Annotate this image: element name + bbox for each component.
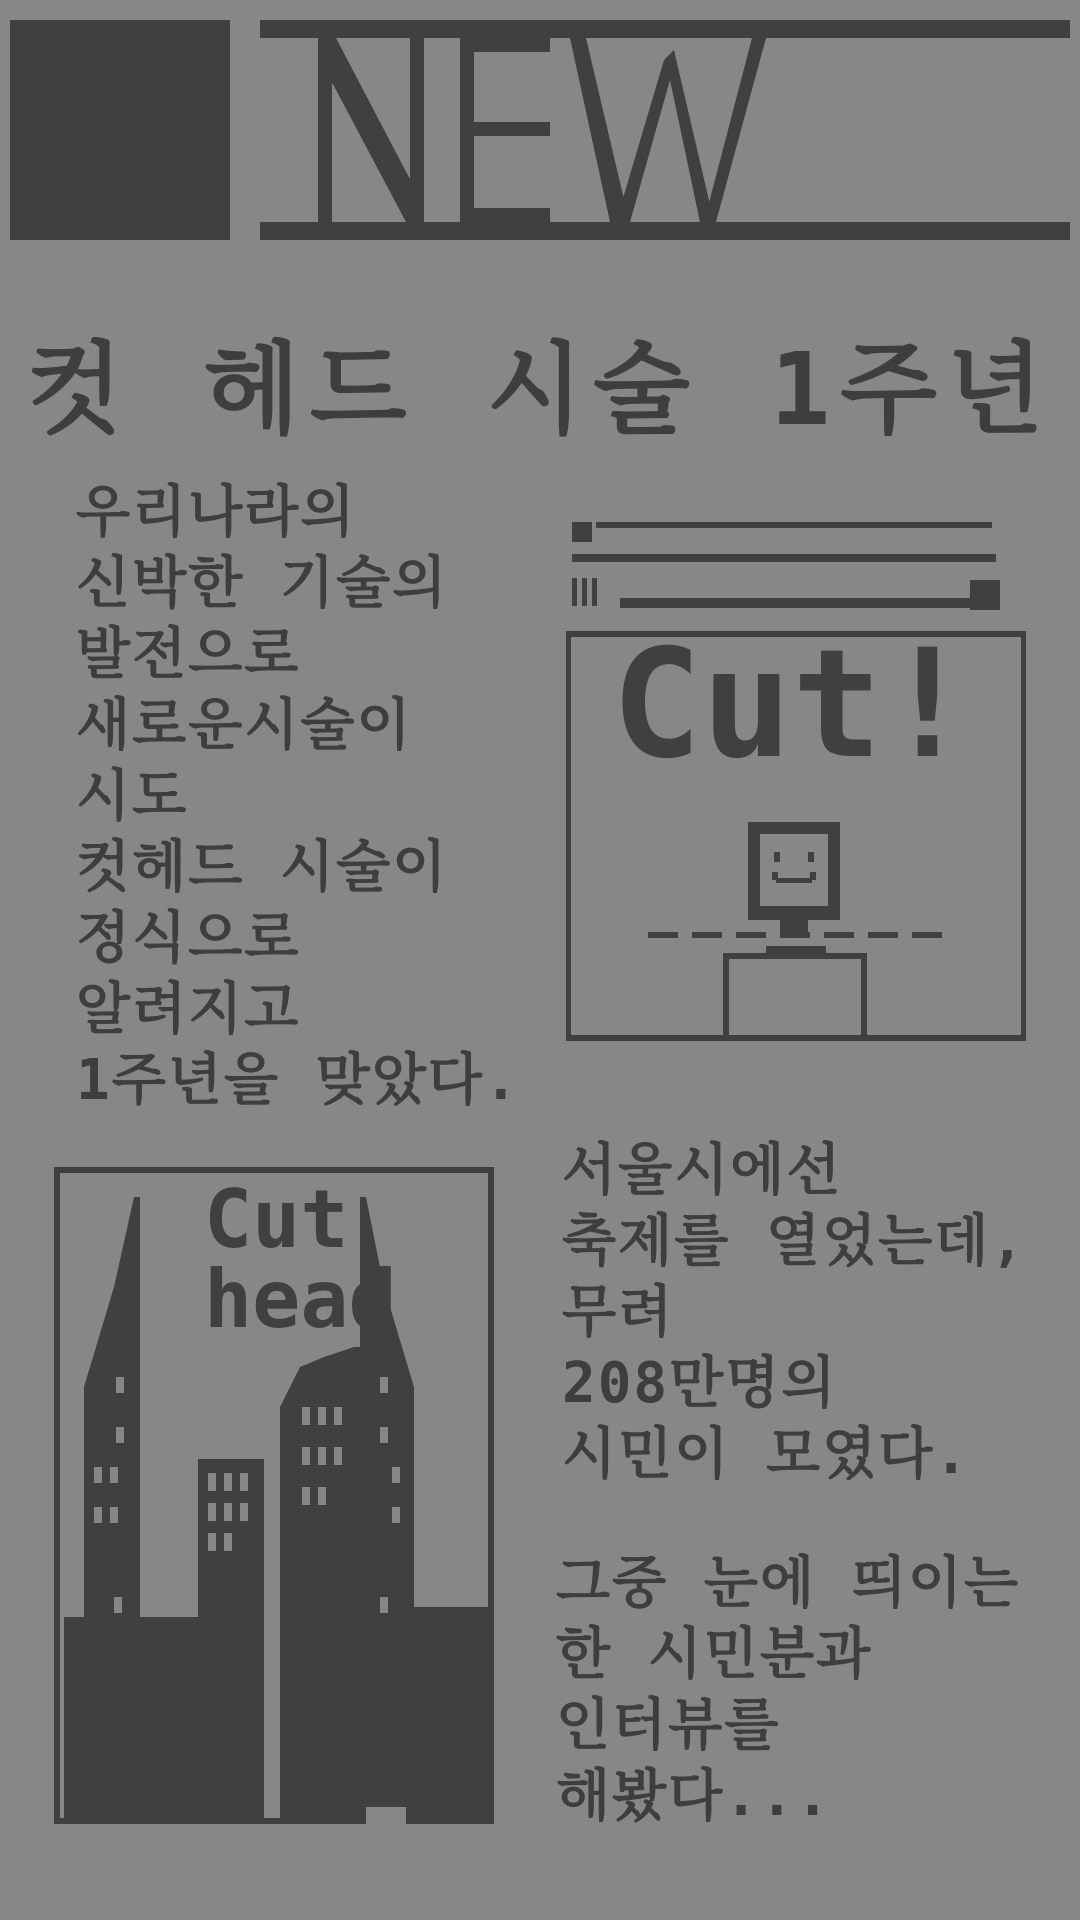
article-festival-text: 서울시에선 축제를 열었는데, 무려 208만명의 시민이 모였다. [562,1138,1027,1487]
header-solid-block [10,20,230,240]
poster-title-line1: Cut [204,1173,349,1266]
person-smile-icon [776,878,812,883]
person-eye-icon [774,852,780,862]
article-intro-text: 우리나라의 신박한 기술의 발전으로 새로운시술이 시도 컷헤드 시술이 정식으로 알려지고 1주년을 맞았다. [76,480,520,1113]
sign-title: Cut! [611,618,973,792]
banner-bottom-rule [260,222,1070,240]
new-banner [260,20,1070,240]
banner-top-rule [260,20,1070,38]
sign-square-marker [572,522,592,542]
article-interview-text: 그중 눈에 띄이는 한 시민분과 인터뷰를 해봤다... [556,1551,1021,1829]
headline: 컷 헤드 시술 1주년 [26,331,1054,448]
person-eye-icon [808,852,814,862]
cut-head-poster [54,1167,494,1824]
poster-title-line2: head [204,1253,397,1346]
new-banner-graphic [260,20,1070,240]
person-body [726,956,864,1040]
cut-sign-illustration [566,516,1026,1041]
